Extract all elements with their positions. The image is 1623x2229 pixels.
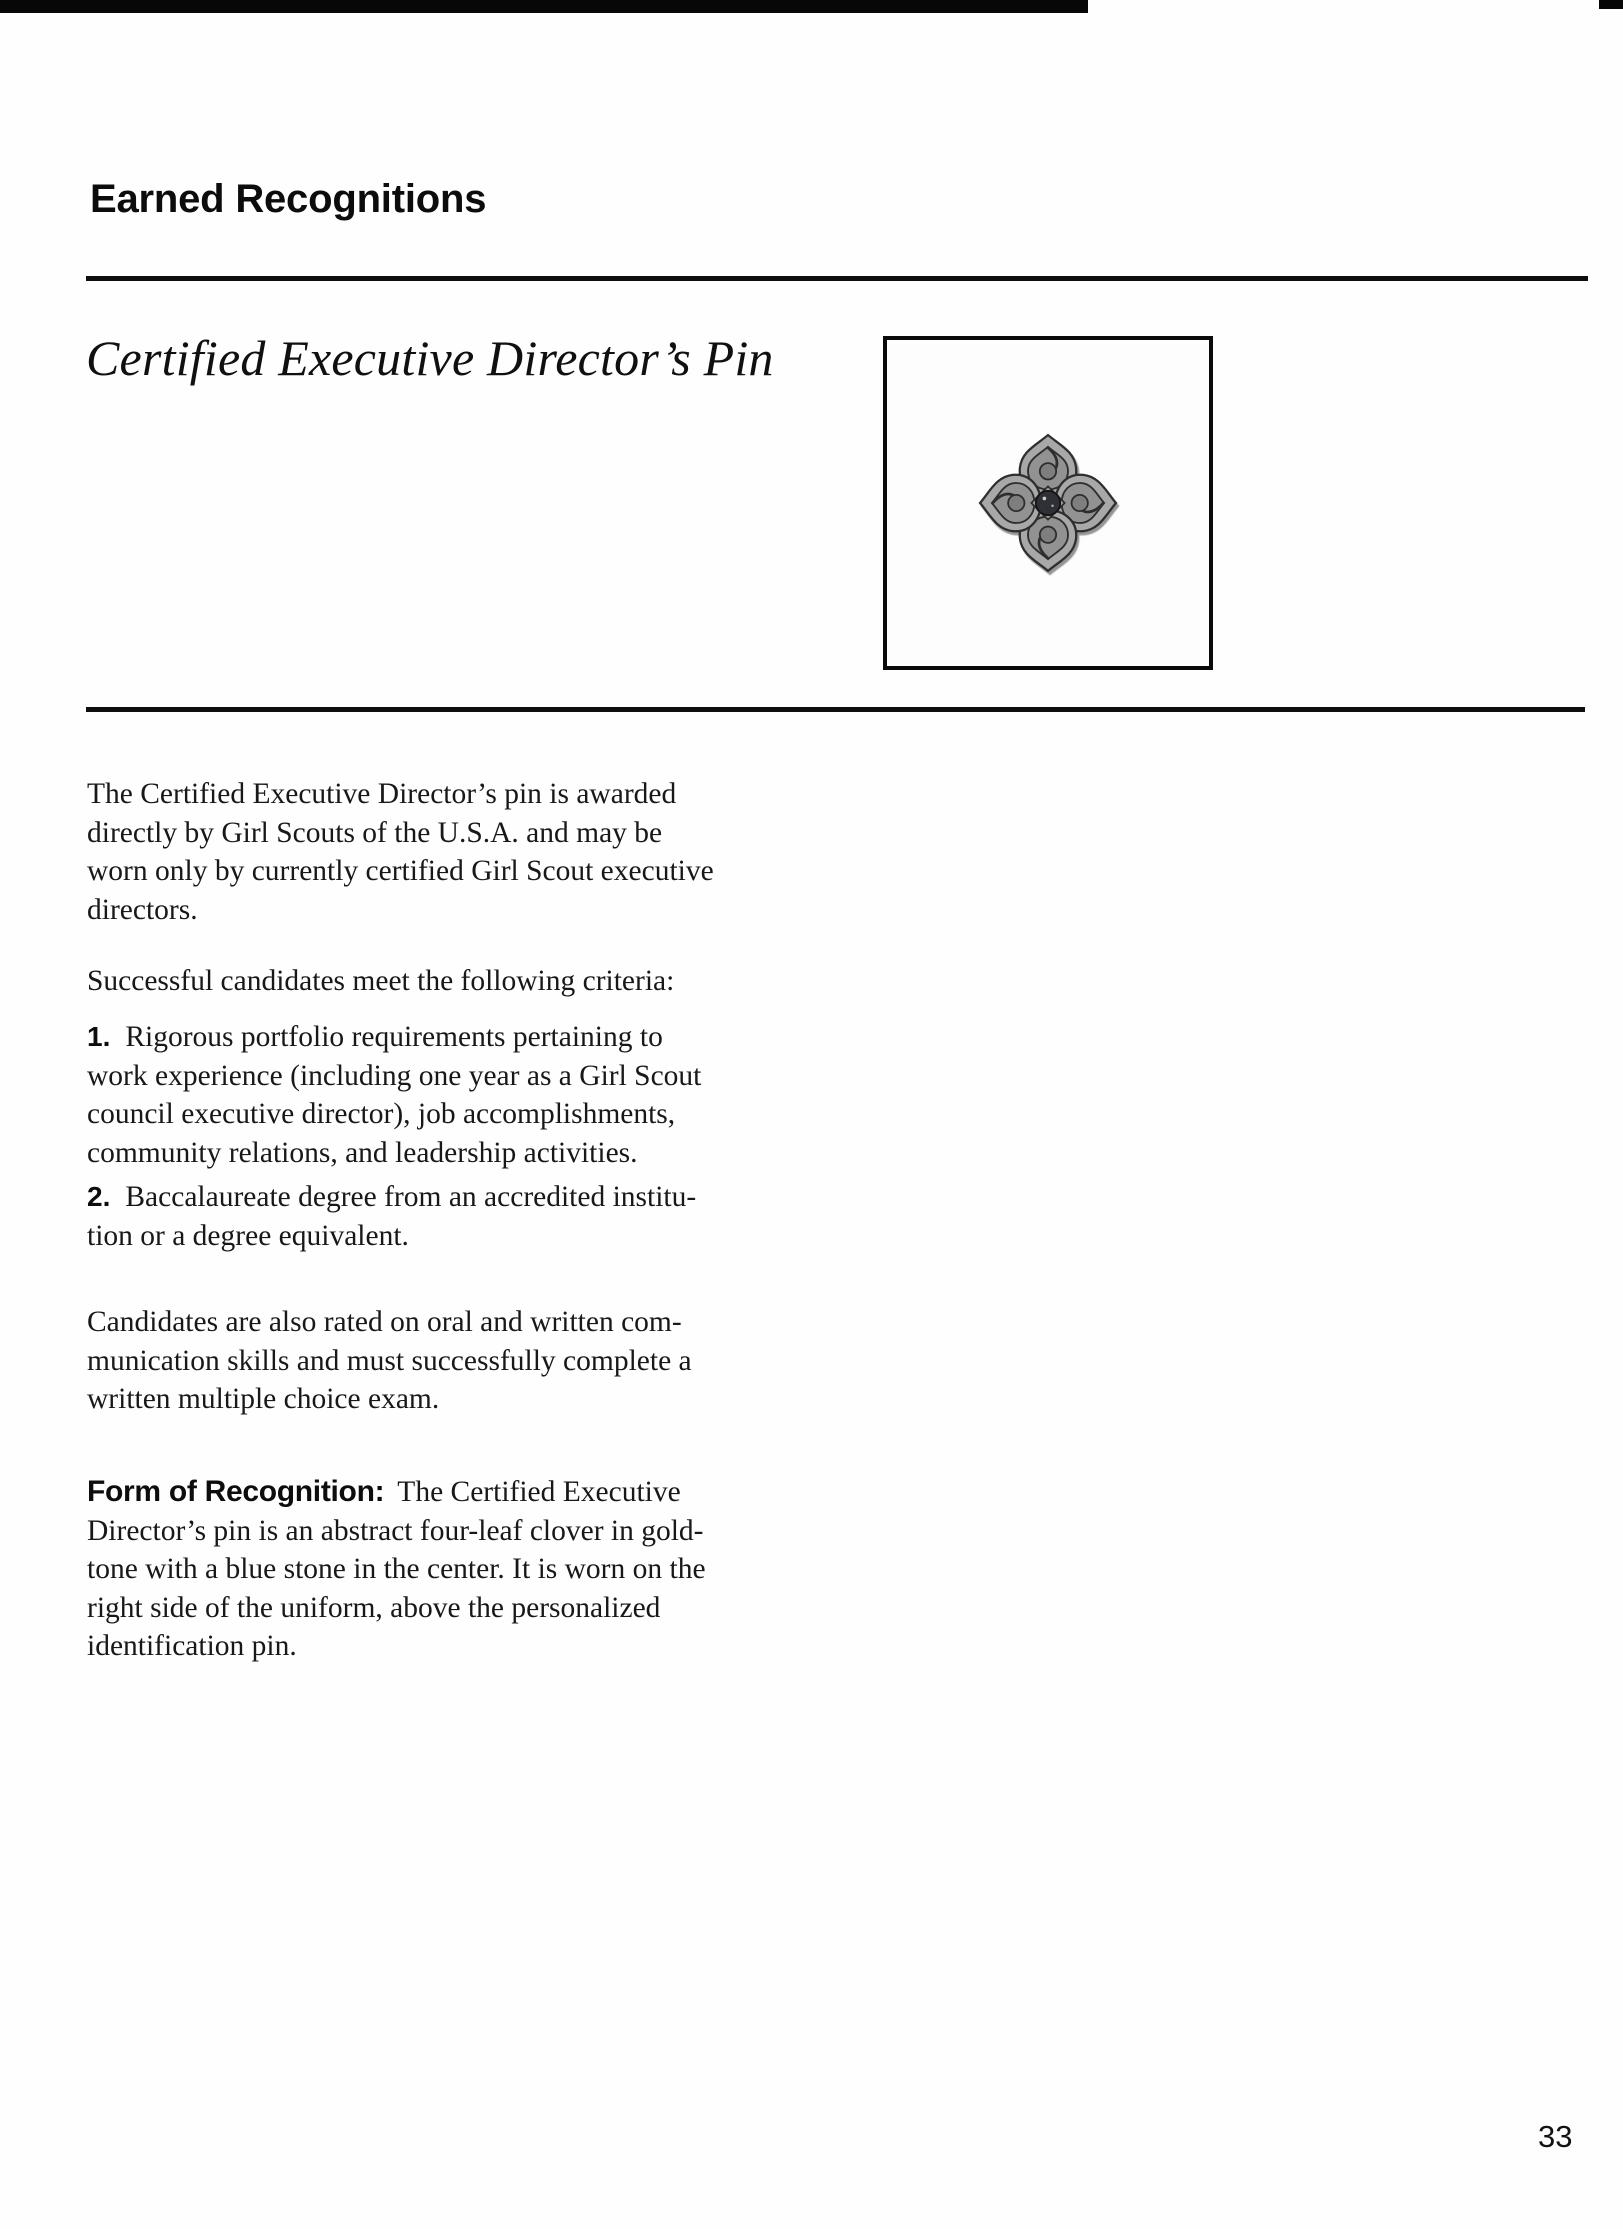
- item-number: 2.: [87, 1181, 111, 1212]
- page-number: 33: [1538, 2119, 1573, 2154]
- criteria-item-1: [87, 1018, 701, 1172]
- section-heading: Earned Recognitions: [90, 177, 487, 221]
- text-line: worn only by currently certified Girl Scout executive: [87, 855, 714, 887]
- text-line: Director’s pin is an abstract four-leaf clover in gold-: [87, 1514, 704, 1547]
- text-line: right side of the uniform, above the personalized: [87, 1591, 661, 1624]
- text-line: directly by Girl Scouts of the U.S.A. and may be: [87, 816, 663, 849]
- pin-photo-frame: [883, 336, 1213, 670]
- text-line: written multiple choice exam.: [87, 1383, 440, 1415]
- text-line: Successful candidates meet the following criteria:: [87, 965, 675, 997]
- page-title: Certified Executive Director’s Pin: [86, 330, 774, 386]
- text-line: community relations, and leadership activities.: [87, 1136, 638, 1169]
- text-line: council executive director), job accomplishments,: [87, 1098, 676, 1130]
- rating-paragraph: [87, 1303, 692, 1419]
- text-line: [87, 1178, 696, 1217]
- text-line: munication skills and must successfully complete a: [87, 1344, 692, 1377]
- criteria-item-2: [87, 1178, 696, 1255]
- text-line: The Certified Executive Director’s pin is awarded: [87, 778, 677, 810]
- item-number: 1.: [87, 1021, 111, 1052]
- text-line: directors.: [87, 893, 198, 926]
- horizontal-rule-bottom: [86, 707, 1585, 712]
- scan-corner-artifact: [1599, 0, 1623, 9]
- text-line: [87, 1473, 706, 1512]
- text-line: [87, 1018, 701, 1057]
- text-line: identification pin.: [87, 1630, 297, 1662]
- text-line: Baccalaureate degree from an accredited institu-: [125, 1181, 697, 1213]
- text-line: The Certified Executive: [397, 1476, 681, 1508]
- scan-edge-artifact: [0, 0, 1088, 13]
- horizontal-rule-top: [86, 276, 1588, 281]
- text-line: Candidates are also rated on oral and written com-: [87, 1306, 682, 1338]
- text-line: work experience (including one year as a Girl Scout: [87, 1059, 702, 1092]
- form-of-recognition-paragraph: [87, 1473, 706, 1666]
- text-line: tion or a degree equivalent.: [87, 1219, 409, 1252]
- text-line: Rigorous portfolio requirements pertaining to: [125, 1021, 663, 1053]
- intro-paragraph: [87, 775, 714, 929]
- form-of-recognition-label: Form of Recognition:: [87, 1475, 385, 1508]
- text-line: tone with a blue stone in the center. It is worn on the: [87, 1553, 706, 1585]
- criteria-lead-paragraph: [87, 962, 674, 1001]
- clover-pin-icon: [971, 426, 1125, 580]
